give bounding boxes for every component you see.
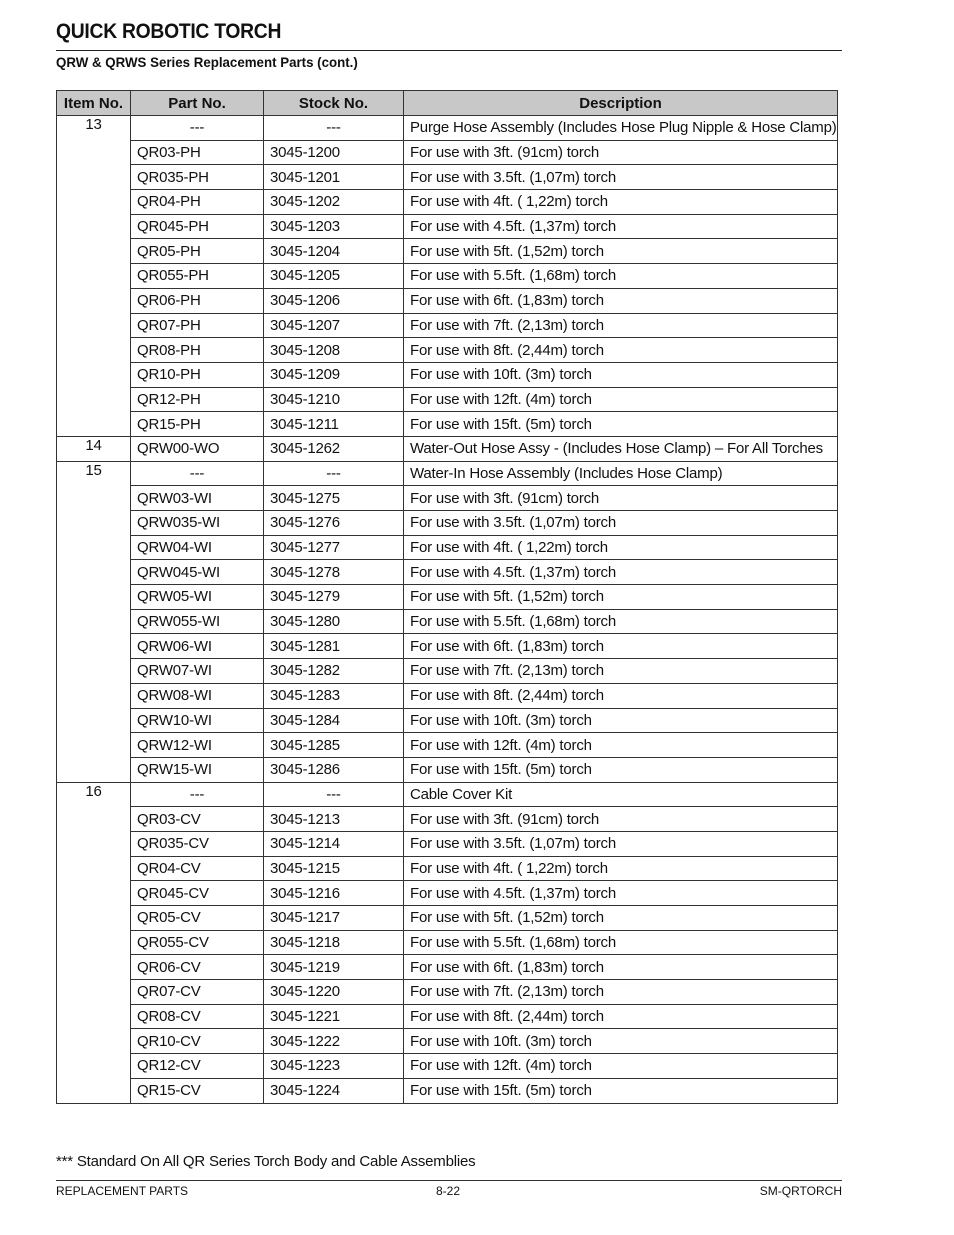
column-header-description: Description bbox=[404, 91, 838, 116]
stock-number-cell: 3045-1213 bbox=[264, 807, 404, 832]
stock-number-cell: 3045-1275 bbox=[264, 486, 404, 511]
table-row bbox=[57, 708, 838, 733]
title-divider bbox=[56, 50, 842, 51]
table-row bbox=[57, 930, 838, 955]
part-number-cell: --- bbox=[131, 116, 264, 141]
description-cell: For use with 10ft. (3m) torch bbox=[404, 708, 838, 733]
part-number-cell: QR055-CV bbox=[131, 930, 264, 955]
table-row bbox=[57, 955, 838, 980]
description-cell: Water-In Hose Assembly (Includes Hose Clamp) bbox=[404, 461, 838, 486]
description-cell: For use with 4.5ft. (1,37m) torch bbox=[404, 560, 838, 585]
column-header-stock-no: Stock No. bbox=[264, 91, 404, 116]
part-number-cell: QRW05-WI bbox=[131, 585, 264, 610]
stock-number-cell: 3045-1220 bbox=[264, 980, 404, 1005]
table-row bbox=[57, 535, 838, 560]
footer-divider bbox=[56, 1180, 842, 1181]
column-header-item-no: Item No. bbox=[57, 91, 131, 116]
part-number-cell: QRW06-WI bbox=[131, 634, 264, 659]
stock-number-cell: 3045-1277 bbox=[264, 535, 404, 560]
footer-page-number: 8-22 bbox=[436, 1184, 461, 1198]
table-row bbox=[57, 239, 838, 264]
part-number-cell: QR15-CV bbox=[131, 1078, 264, 1103]
description-cell: For use with 4ft. ( 1,22m) torch bbox=[404, 190, 838, 215]
description-cell: For use with 15ft. (5m) torch bbox=[404, 757, 838, 782]
description-cell: For use with 3ft. (91cm) torch bbox=[404, 807, 838, 832]
table-row bbox=[57, 116, 838, 141]
table-row bbox=[57, 1054, 838, 1079]
table-row bbox=[57, 486, 838, 511]
stock-number-cell: 3045-1211 bbox=[264, 412, 404, 437]
replacement-parts-table bbox=[56, 90, 838, 1104]
stock-number-cell: 3045-1262 bbox=[264, 436, 404, 461]
table-body bbox=[57, 116, 838, 1104]
part-number-cell: QRW045-WI bbox=[131, 560, 264, 585]
part-number-cell: QR07-CV bbox=[131, 980, 264, 1005]
part-number-cell: QR12-CV bbox=[131, 1054, 264, 1079]
stock-number-cell: 3045-1200 bbox=[264, 140, 404, 165]
description-cell: Purge Hose Assembly (Includes Hose Plug Nipple & Hose Clamp) bbox=[404, 116, 838, 141]
description-cell: For use with 15ft. (5m) torch bbox=[404, 412, 838, 437]
stock-number-cell: 3045-1221 bbox=[264, 1004, 404, 1029]
stock-number-cell: 3045-1209 bbox=[264, 362, 404, 387]
stock-number-cell: 3045-1284 bbox=[264, 708, 404, 733]
part-number-cell: QR12-PH bbox=[131, 387, 264, 412]
part-number-cell: QRW055-WI bbox=[131, 609, 264, 634]
part-number-cell: QR045-CV bbox=[131, 881, 264, 906]
part-number-cell: QR055-PH bbox=[131, 264, 264, 289]
table-row bbox=[57, 1029, 838, 1054]
description-cell: Water-Out Hose Assy - (Includes Hose Clamp) – For All Torches bbox=[404, 436, 838, 461]
part-number-cell: QR045-PH bbox=[131, 214, 264, 239]
part-number-cell: QR035-PH bbox=[131, 165, 264, 190]
stock-number-cell: --- bbox=[264, 461, 404, 486]
part-number-cell: QRW035-WI bbox=[131, 511, 264, 536]
stock-number-cell: 3045-1280 bbox=[264, 609, 404, 634]
part-number-cell: QR10-CV bbox=[131, 1029, 264, 1054]
column-header-part-no: Part No. bbox=[131, 91, 264, 116]
table-row bbox=[57, 264, 838, 289]
stock-number-cell: 3045-1286 bbox=[264, 757, 404, 782]
table-row bbox=[57, 831, 838, 856]
description-cell: For use with 6ft. (1,83m) torch bbox=[404, 955, 838, 980]
part-number-cell: QR04-PH bbox=[131, 190, 264, 215]
description-cell: Cable Cover Kit bbox=[404, 782, 838, 807]
table-row bbox=[57, 313, 838, 338]
stock-number-cell: 3045-1215 bbox=[264, 856, 404, 881]
table-row bbox=[57, 387, 838, 412]
stock-number-cell: 3045-1208 bbox=[264, 338, 404, 363]
item-number-cell: 13 bbox=[57, 116, 131, 437]
table-row bbox=[57, 338, 838, 363]
description-cell: For use with 8ft. (2,44m) torch bbox=[404, 1004, 838, 1029]
stock-number-cell: 3045-1279 bbox=[264, 585, 404, 610]
stock-number-cell: 3045-1219 bbox=[264, 955, 404, 980]
table-row bbox=[57, 733, 838, 758]
stock-number-cell: 3045-1218 bbox=[264, 930, 404, 955]
part-number-cell: QR15-PH bbox=[131, 412, 264, 437]
description-cell: For use with 15ft. (5m) torch bbox=[404, 1078, 838, 1103]
description-cell: For use with 7ft. (2,13m) torch bbox=[404, 313, 838, 338]
part-number-cell: QR07-PH bbox=[131, 313, 264, 338]
description-cell: For use with 5ft. (1,52m) torch bbox=[404, 906, 838, 931]
part-number-cell: QR05-CV bbox=[131, 906, 264, 931]
part-number-cell: QR08-CV bbox=[131, 1004, 264, 1029]
page-title: QUICK ROBOTIC TORCH bbox=[56, 20, 282, 43]
part-number-cell: QRW08-WI bbox=[131, 683, 264, 708]
part-number-cell: QR06-PH bbox=[131, 288, 264, 313]
description-cell: For use with 4.5ft. (1,37m) torch bbox=[404, 214, 838, 239]
part-number-cell: QRW00-WO bbox=[131, 436, 264, 461]
table-row bbox=[57, 511, 838, 536]
stock-number-cell: 3045-1276 bbox=[264, 511, 404, 536]
item-number-cell: 16 bbox=[57, 782, 131, 1103]
stock-number-cell: 3045-1210 bbox=[264, 387, 404, 412]
table-row bbox=[57, 659, 838, 684]
table-row bbox=[57, 190, 838, 215]
description-cell: For use with 4ft. ( 1,22m) torch bbox=[404, 535, 838, 560]
description-cell: For use with 5ft. (1,52m) torch bbox=[404, 585, 838, 610]
stock-number-cell: 3045-1207 bbox=[264, 313, 404, 338]
stock-number-cell: --- bbox=[264, 116, 404, 141]
description-cell: For use with 7ft. (2,13m) torch bbox=[404, 659, 838, 684]
description-cell: For use with 5.5ft. (1,68m) torch bbox=[404, 609, 838, 634]
description-cell: For use with 10ft. (3m) torch bbox=[404, 362, 838, 387]
table-header bbox=[57, 91, 838, 116]
table-row bbox=[57, 807, 838, 832]
stock-number-cell: 3045-1205 bbox=[264, 264, 404, 289]
table-row bbox=[57, 609, 838, 634]
footer-document-code: SM-QRTORCH bbox=[759, 1184, 842, 1198]
table-row bbox=[57, 560, 838, 585]
section-subtitle: QRW & QRWS Series Replacement Parts (cont.) bbox=[56, 54, 358, 70]
table-row bbox=[57, 683, 838, 708]
table-row bbox=[57, 856, 838, 881]
description-cell: For use with 4ft. ( 1,22m) torch bbox=[404, 856, 838, 881]
part-number-cell: QR04-CV bbox=[131, 856, 264, 881]
stock-number-cell: 3045-1278 bbox=[264, 560, 404, 585]
stock-number-cell: 3045-1285 bbox=[264, 733, 404, 758]
table-row bbox=[57, 634, 838, 659]
table-row bbox=[57, 288, 838, 313]
table-row bbox=[57, 436, 838, 461]
part-number-cell: QRW07-WI bbox=[131, 659, 264, 684]
table-row bbox=[57, 412, 838, 437]
footer-section-name: REPLACEMENT PARTS bbox=[56, 1184, 189, 1198]
description-cell: For use with 5.5ft. (1,68m) torch bbox=[404, 930, 838, 955]
description-cell: For use with 6ft. (1,83m) torch bbox=[404, 288, 838, 313]
part-number-cell: QRW03-WI bbox=[131, 486, 264, 511]
part-number-cell: QR08-PH bbox=[131, 338, 264, 363]
description-cell: For use with 12ft. (4m) torch bbox=[404, 733, 838, 758]
item-number-cell: 14 bbox=[57, 436, 131, 461]
stock-number-cell: 3045-1222 bbox=[264, 1029, 404, 1054]
table-row bbox=[57, 906, 838, 931]
part-number-cell: QR03-PH bbox=[131, 140, 264, 165]
table-row bbox=[57, 1004, 838, 1029]
stock-number-cell: 3045-1214 bbox=[264, 831, 404, 856]
table-row bbox=[57, 980, 838, 1005]
part-number-cell: QRW12-WI bbox=[131, 733, 264, 758]
part-number-cell: --- bbox=[131, 782, 264, 807]
part-number-cell: QR10-PH bbox=[131, 362, 264, 387]
part-number-cell: QR06-CV bbox=[131, 955, 264, 980]
description-cell: For use with 12ft. (4m) torch bbox=[404, 1054, 838, 1079]
table-row bbox=[57, 757, 838, 782]
table-row bbox=[57, 362, 838, 387]
description-cell: For use with 8ft. (2,44m) torch bbox=[404, 683, 838, 708]
stock-number-cell: 3045-1281 bbox=[264, 634, 404, 659]
part-number-cell: QR05-PH bbox=[131, 239, 264, 264]
part-number-cell: --- bbox=[131, 461, 264, 486]
table-row bbox=[57, 1078, 838, 1103]
description-cell: For use with 3ft. (91cm) torch bbox=[404, 486, 838, 511]
stock-number-cell: 3045-1216 bbox=[264, 881, 404, 906]
description-cell: For use with 3.5ft. (1,07m) torch bbox=[404, 511, 838, 536]
part-number-cell: QRW04-WI bbox=[131, 535, 264, 560]
item-number-cell: 15 bbox=[57, 461, 131, 782]
stock-number-cell: 3045-1283 bbox=[264, 683, 404, 708]
description-cell: For use with 10ft. (3m) torch bbox=[404, 1029, 838, 1054]
part-number-cell: QRW10-WI bbox=[131, 708, 264, 733]
part-number-cell: QR035-CV bbox=[131, 831, 264, 856]
description-cell: For use with 7ft. (2,13m) torch bbox=[404, 980, 838, 1005]
table-row bbox=[57, 585, 838, 610]
description-cell: For use with 3.5ft. (1,07m) torch bbox=[404, 165, 838, 190]
part-number-cell: QR03-CV bbox=[131, 807, 264, 832]
description-cell: For use with 5ft. (1,52m) torch bbox=[404, 239, 838, 264]
description-cell: For use with 3ft. (91cm) torch bbox=[404, 140, 838, 165]
table-row bbox=[57, 461, 838, 486]
description-cell: For use with 4.5ft. (1,37m) torch bbox=[404, 881, 838, 906]
table-row bbox=[57, 214, 838, 239]
stock-number-cell: 3045-1204 bbox=[264, 239, 404, 264]
table-row bbox=[57, 881, 838, 906]
stock-number-cell: 3045-1224 bbox=[264, 1078, 404, 1103]
table-row bbox=[57, 140, 838, 165]
stock-number-cell: 3045-1206 bbox=[264, 288, 404, 313]
table-row bbox=[57, 782, 838, 807]
description-cell: For use with 3.5ft. (1,07m) torch bbox=[404, 831, 838, 856]
description-cell: For use with 6ft. (1,83m) torch bbox=[404, 634, 838, 659]
table-row bbox=[57, 165, 838, 190]
stock-number-cell: 3045-1202 bbox=[264, 190, 404, 215]
part-number-cell: QRW15-WI bbox=[131, 757, 264, 782]
stock-number-cell: 3045-1223 bbox=[264, 1054, 404, 1079]
footnote: *** Standard On All QR Series Torch Body and Cable Assemblies bbox=[56, 1153, 476, 1170]
description-cell: For use with 5.5ft. (1,68m) torch bbox=[404, 264, 838, 289]
description-cell: For use with 8ft. (2,44m) torch bbox=[404, 338, 838, 363]
stock-number-cell: 3045-1217 bbox=[264, 906, 404, 931]
stock-number-cell: 3045-1201 bbox=[264, 165, 404, 190]
table-header-row bbox=[57, 91, 838, 116]
stock-number-cell: --- bbox=[264, 782, 404, 807]
stock-number-cell: 3045-1203 bbox=[264, 214, 404, 239]
description-cell: For use with 12ft. (4m) torch bbox=[404, 387, 838, 412]
stock-number-cell: 3045-1282 bbox=[264, 659, 404, 684]
